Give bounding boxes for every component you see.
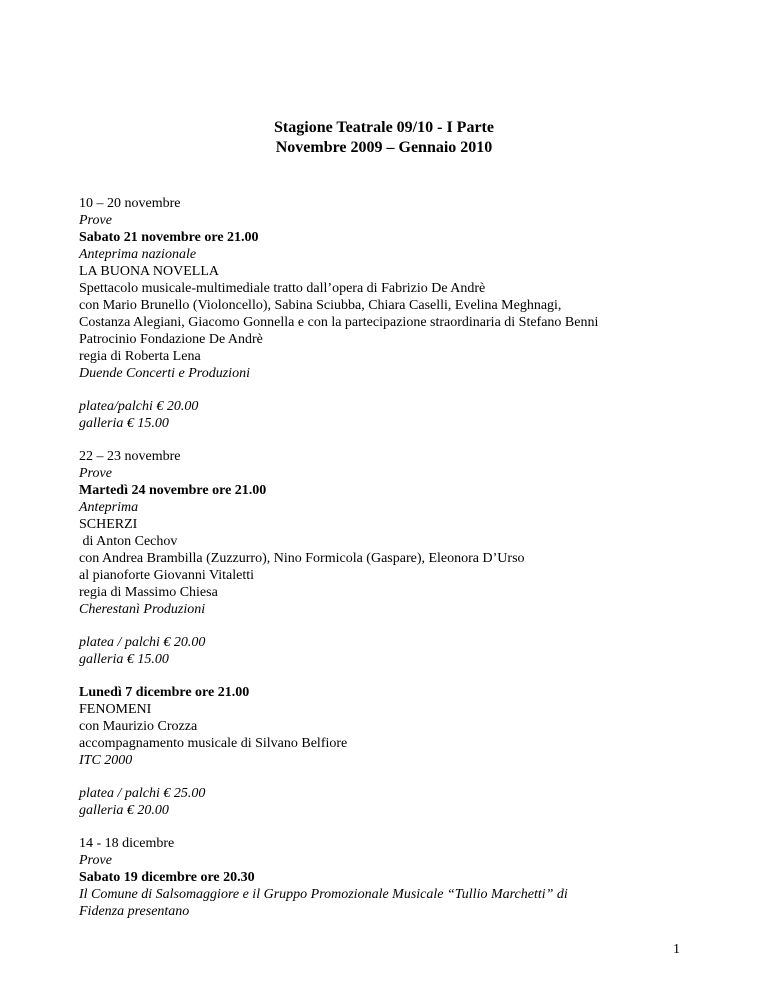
rehearsal-label: Prove: [79, 853, 112, 868]
show-author: di Anton Cechov: [79, 534, 178, 549]
event-datetime: Martedì 24 novembre ore 21.00: [79, 483, 267, 498]
rehearsal-dates: 14 - 18 dicembre: [79, 836, 175, 851]
program-listing: [79, 195, 719, 920]
music-credit: al pianoforte Giovanni Vitaletti: [79, 568, 255, 583]
price-platea: platea / palchi € 25.00: [79, 786, 206, 801]
spacer: [79, 382, 719, 398]
rehearsal-label: Prove: [79, 466, 112, 481]
season-dates: Novembre 2009 – Gennaio 2010: [275, 139, 493, 156]
price-platea: platea / palchi € 20.00: [79, 635, 206, 650]
event-december-concert: [79, 835, 719, 920]
presenters-line: Fidenza presentano: [79, 904, 190, 919]
event-datetime: Sabato 21 novembre ore 21.00: [79, 230, 259, 245]
document-header: [0, 118, 768, 158]
producer: Duende Concerti e Produzioni: [79, 366, 250, 381]
event-note: Anteprima: [79, 500, 139, 515]
event-datetime: Lunedì 7 dicembre ore 21.00: [79, 685, 250, 700]
event-datetime: Sabato 19 dicembre ore 20.30: [79, 870, 255, 885]
producer: Cherestanì Produzioni: [79, 602, 206, 617]
show-title: SCHERZI: [79, 517, 138, 532]
presenters-line: Il Comune di Salsomaggiore e il Gruppo Promozionale Musicale “Tullio Marchetti” di: [79, 887, 568, 902]
price-galleria: galleria € 20.00: [79, 803, 169, 818]
cast-line: con Maurizio Crozza: [79, 719, 198, 734]
director: regia di Massimo Chiesa: [79, 585, 218, 600]
cast-line: con Andrea Brambilla (Zuzzurro), Nino Formicola (Gaspare), Eleonora D’Urso: [79, 551, 525, 566]
rehearsal-dates: 22 – 23 novembre: [79, 449, 181, 464]
spacer: [79, 668, 719, 684]
page-number: 1: [673, 942, 680, 957]
spacer: [79, 618, 719, 634]
show-description: Spettacolo musicale-multimediale tratto dall’opera di Fabrizio De Andrè: [79, 281, 486, 296]
event-note: Anteprima nazionale: [79, 247, 197, 262]
price-galleria: galleria € 15.00: [79, 416, 169, 431]
event-la-buona-novella: [79, 195, 719, 432]
music-credit: accompagnamento musicale di Silvano Belfiore: [79, 736, 348, 751]
show-title: LA BUONA NOVELLA: [79, 264, 219, 279]
spacer: [79, 432, 719, 448]
price-platea: platea/palchi € 20.00: [79, 399, 199, 414]
show-title: FENOMENI: [79, 702, 152, 717]
cast-line: con Mario Brunello (Violoncello), Sabina Sciubba, Chiara Caselli, Evelina Meghnagi,: [79, 298, 562, 313]
director: regia di Roberta Lena: [79, 349, 201, 364]
spacer: [79, 769, 719, 785]
rehearsal-dates: 10 – 20 novembre: [79, 196, 181, 211]
rehearsal-label: Prove: [79, 213, 112, 228]
event-fenomeni: [79, 684, 719, 819]
season-title: Stagione Teatrale 09/10 - I Parte: [274, 119, 494, 136]
patronage: Patrocinio Fondazione De Andrè: [79, 332, 263, 347]
producer: ITC 2000: [79, 753, 133, 768]
price-galleria: galleria € 15.00: [79, 652, 169, 667]
spacer: [79, 819, 719, 835]
cast-line: Costanza Alegiani, Giacomo Gonnella e con la partecipazione straordinaria di Stefano Benni: [79, 315, 599, 330]
event-scherzi: [79, 448, 719, 668]
